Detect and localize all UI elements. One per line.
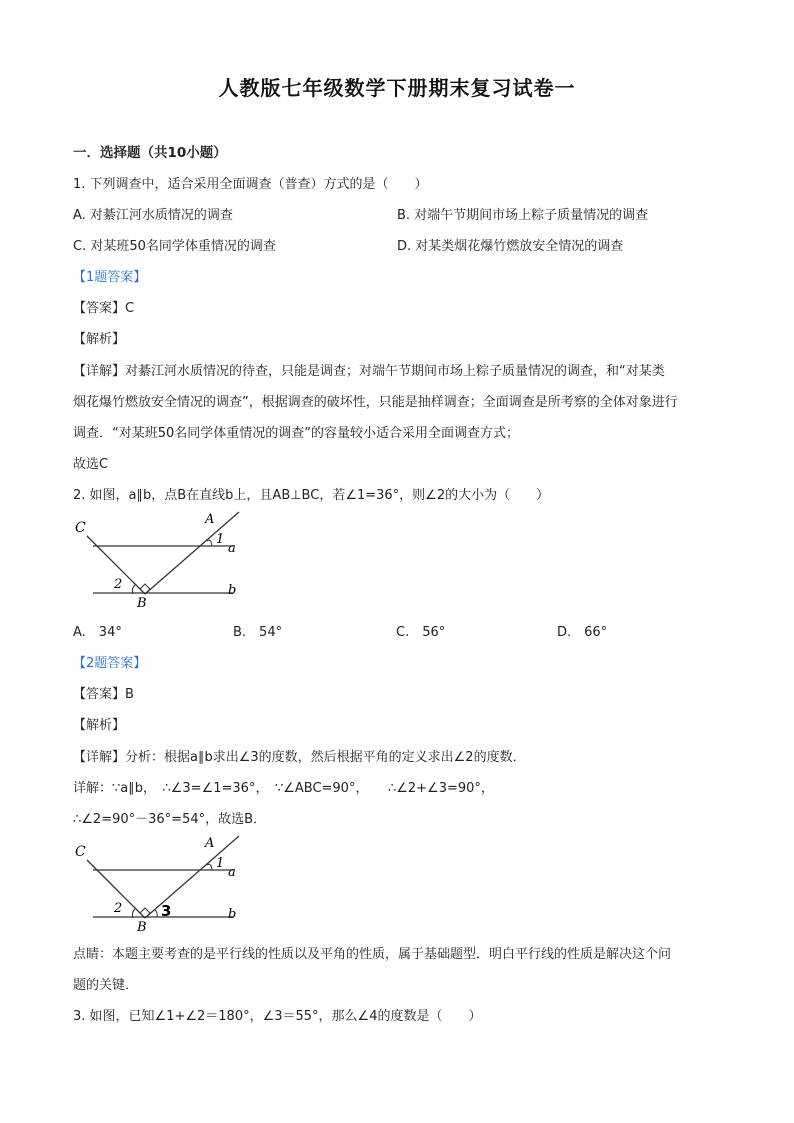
- q2-detail-line: 详解：∵a∥b， ∴∠3=∠1=36°， ∵∠ABC=90°， ∴∠2+∠3=90°，: [73, 781, 494, 796]
- q1-detail-line: 故选C: [73, 457, 109, 472]
- q1-detail-line: 【详解】对綦江河水质情况的待查，只能是调查；对端午节期间市场上粽子质量情况的调查，和“对某类: [73, 364, 665, 379]
- label-2: 2: [114, 577, 123, 592]
- q2-stem: 2. 如图，a∥b，点B在直线b上，且AB⊥BC，若∠1=36°，则∠2的大小为（ ）: [73, 488, 550, 503]
- q2-comment-line: 点睛：本题主要考查的是平行线的性质以及平角的性质，属于基础题型．明白平行线的性质是解决这个问: [73, 947, 672, 962]
- label-c: C: [75, 844, 86, 860]
- label-b-line: b: [228, 907, 237, 922]
- label-a-point: A: [205, 836, 215, 851]
- q2-comment-line: 题的关键．: [73, 978, 139, 993]
- q1-analysis-tag: 【解析】: [73, 332, 126, 347]
- label-1: 1: [216, 856, 225, 871]
- q2-option-a: A. 34°: [73, 625, 122, 640]
- page-title: 人教版七年级数学下册期末复习试卷一: [218, 76, 576, 100]
- label-1: 1: [216, 532, 225, 547]
- label-a-line: a: [228, 865, 236, 880]
- q2-answer: 【答案】B: [73, 687, 134, 702]
- q2-option-b: B. 54°: [233, 625, 283, 640]
- label-b-point: B: [137, 596, 147, 610]
- q2-solution-figure: [73, 832, 243, 934]
- label-a-point: A: [205, 512, 215, 527]
- q2-detail-line: 【详解】分析：根据a∥b求出∠3的度数，然后根据平角的定义求出∠2的度数．: [73, 750, 526, 765]
- q1-option-a: A. 对綦江河水质情况的调查: [73, 208, 233, 223]
- q2-option-d: D. 66°: [557, 625, 608, 640]
- label-b-line: b: [228, 583, 237, 598]
- q1-option-b: B. 对端午节期间市场上粽子质量情况的调查: [397, 208, 649, 223]
- q2-option-c: C. 56°: [396, 625, 446, 640]
- label-a-line: a: [228, 541, 236, 556]
- q1-detail-line: 烟花爆竹燃放安全情况的调查”，根据调查的破坏性，只能是抽样调查；全面调查是所考察的全体对象进行: [73, 395, 678, 410]
- q2-answer-tag: 【2题答案】: [73, 656, 147, 671]
- section-heading: 一．选择题（共10小题）: [73, 145, 227, 161]
- label-3: 3: [161, 902, 172, 920]
- q2-analysis-tag: 【解析】: [73, 718, 126, 733]
- q1-detail-line: 调查．“对某班50名同学体重情况的调查”的容量较小适合采用全面调查方式；: [73, 426, 520, 441]
- label-2: 2: [114, 901, 123, 916]
- q2-figure: [73, 508, 243, 610]
- label-c: C: [75, 520, 86, 536]
- q2-detail-line: ∴∠2=90°－36°=54°，故选B．: [73, 812, 267, 827]
- q1-option-d: D. 对某类烟花爆竹燃放安全情况的调查: [397, 239, 624, 254]
- q1-option-c: C. 对某班50名同学体重情况的调查: [73, 239, 276, 254]
- q1-stem: 1. 下列调查中，适合采用全面调查（普查）方式的是（ ）: [73, 177, 428, 192]
- label-b-point: B: [137, 920, 147, 934]
- q1-answer-tag: 【1题答案】: [73, 270, 147, 285]
- q1-answer: 【答案】C: [73, 301, 135, 316]
- q3-stem: 3. 如图，已知∠1+∠2＝180°，∠3＝55°，那么∠4的度数是（ ）: [73, 1009, 482, 1024]
